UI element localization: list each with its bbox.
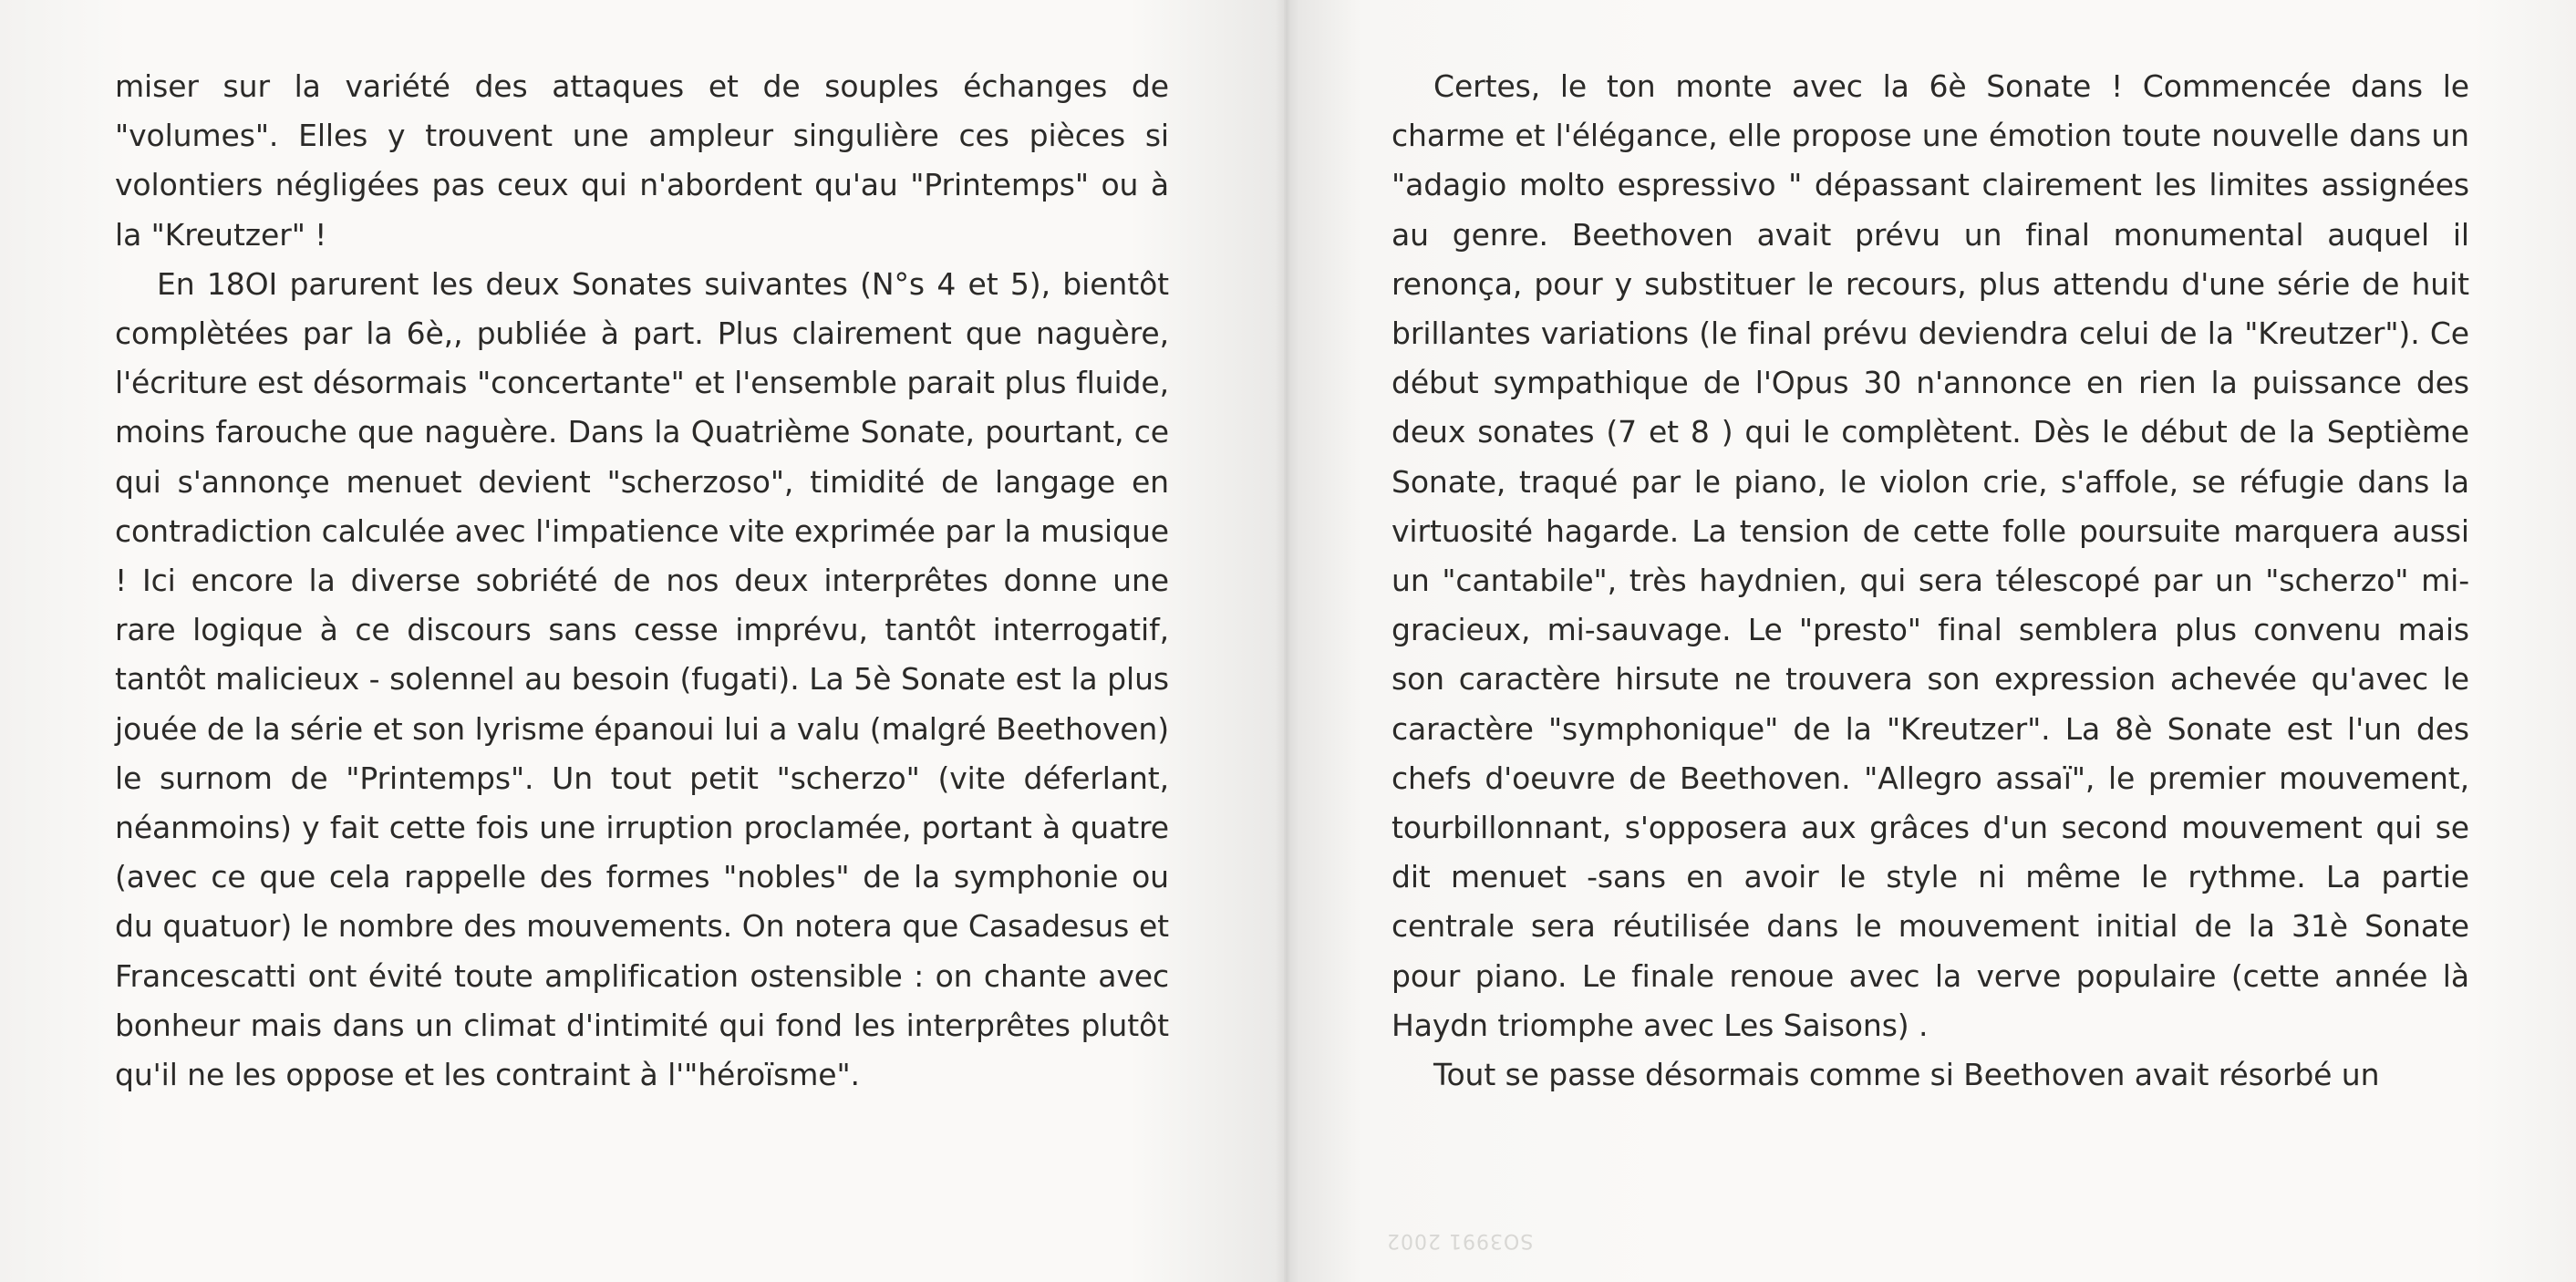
right-page bbox=[1284, 0, 2576, 1282]
right-paragraph-2: Tout se passe désormais comme si Beethoven avait résorbé un bbox=[1433, 1057, 2380, 1093]
left-paragraph-1: miser sur la variété des attaques et de souples échanges de "volumes". Elles y trouvent une ampleur singulière ces pièces si volontiers négligées pas ceux qui n'abordent qu'au "Printemps" ou à la "Kreutzer" ! bbox=[115, 68, 1169, 253]
right-paragraph-1: Certes, le ton monte avec la 6è Sonate ! Commencée dans le charme et l'élégance, elle propose une émotion toute nouvelle dans un "adagio molto espressivo " dépassant clairement les limites assignées au genre. Beethoven avait prévu un final monumental auquel il renonça, pour y substituer le recours, plus attendu d'une série de huit brillantes variations (le final prévu deviendra celui de la "Kreutzer"). Ce début sympathique de l'Opus 30 n'annonce en rien la puissance des deux sonates (7 et 8 ) qui le complètent. Dès le début de la Septième Sonate, traqué par le piano, le violon crie, s'affole, se réfugie dans la virtuosité hagarde. La tension de cette folle poursuite marquera aussi un "cantabile", très haydnien, qui sera télescopé par un "scherzo" mi-gracieux, mi-sauvage. Le "presto" final semblera plus convenu mais son caractère hirsute ne trouvera son expression achevée qu'avec le caractère "symphonique" de la "Kreutzer". La 8è Sonate est l'un des chefs d'oeuvre de Beethoven. "Allegro assaï", le premier mouvement, tourbillonnant, s'opposera aux grâces d'un second mouvement qui se dit menuet -sans en avoir le style ni même le rythme. La partie centrale sera réutilisée dans le mouvement initial de la 31è Sonate pour piano. Le finale renoue avec la verve populaire (cette année là Haydn triomphe avec Les Saisons) . bbox=[1391, 68, 2469, 1043]
left-paragraph-2: En 18OI parurent les deux Sonates suivantes (N°s 4 et 5), bientôt complètées par la 6è,, publiée à part. Plus clairement que naguère, l'écriture est désormais "concertante" et l'ensemble parait plus fluide, moins farouche que naguère. Dans la Quatrième Sonate, pourtant, ce qui s'annonçe menuet devient "scherzoso", timidité de langage en contradiction calculée avec l'impatience vite exprimée par la musique ! Ici encore la diverse sobriété de nos deux interprêtes donne une rare logique à ce discours sans cesse imprévu, tantôt interrogatif, tantôt malicieux - solennel au besoin (fugati). La 5è Sonate est la plus jouée de la série et son lyrisme épanoui lui a valu (malgré Beethoven) le surnom de "Printemps". Un tout petit "scherzo" (vite déferlant, néanmoins) y fait cette fois une irruption proclamée, portant à quatre (avec ce que cela rappelle des formes "nobles" de la symphonie ou du quatuor) le nombre des mouvements. On notera que Casadesus et Francescatti ont évité toute amplification ostensible : on chante avec bonheur mais dans un climat d'intimité qui fond les interprêtes plutôt qu'il ne les oppose et les contraint à l'"héroïsme". bbox=[115, 265, 1169, 1093]
left-page bbox=[0, 0, 1284, 1282]
faint-catalog-number: SO3991 2002 bbox=[1386, 1229, 1534, 1252]
